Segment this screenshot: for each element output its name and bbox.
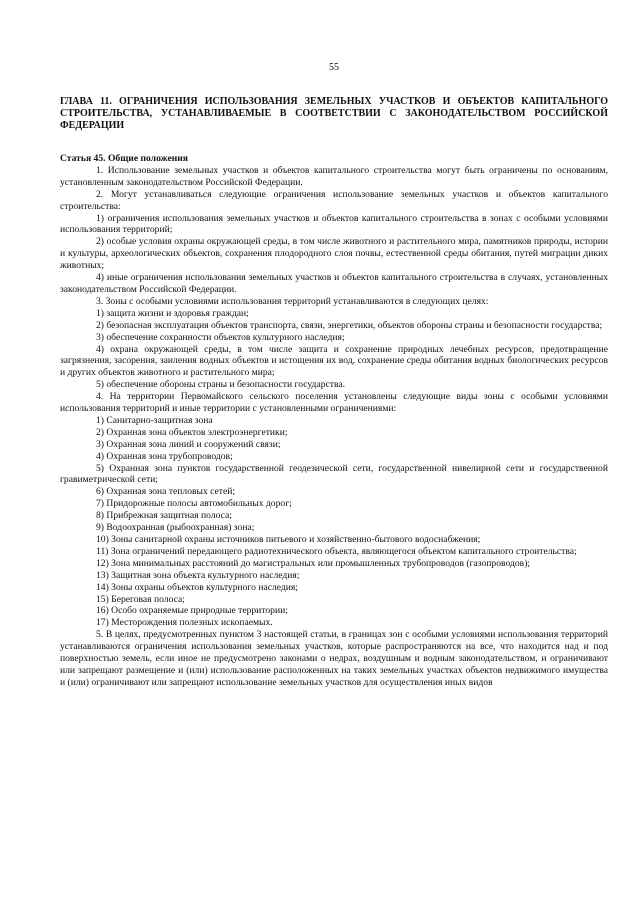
paragraph: 2) безопасная эксплуатация объектов транспорта, связи, энергетики, объектов обороны страны и безопасности государства; [96,319,603,331]
paragraph: 5. В целях, предусмотренных пунктом 3 настоящей статьи, в границах зон с особыми условиями использования территорий устанавливаются ограничения использования земельных участков, которые распространяются на все, что находится над и под поверхностью земель, если иное не предусмотрено законами о недрах, воздушным и водным законодательством, и ограничивают или запрещают размещение и (или) использование расположенных на таких земельных участках объектов недвижимого имущества и (или) ограничивают или запрещают использование земельных участков для осуществления иных видов [60,629,608,688]
paragraph: 9) Водоохранная (рыбоохранная) зона; [96,522,255,534]
paragraph: 11) Зона ограничений передающего радиотехнического объекта, являющегося объектом капитального строительства; [96,545,577,557]
paragraph: 17) Месторождения полезных ископаемых. [96,617,273,629]
page-number: 55 [329,62,339,73]
paragraph: 13) Защитная зона объекта культурного наследия; [96,569,300,581]
paragraph: 2) Охранная зона объектов электроэнергетики; [96,426,288,438]
paragraph: 2. Могут устанавливаться следующие ограничения использование земельных участков и объектов капитального строительства: [60,188,608,212]
paragraph: 3. Зоны с особыми условиями использования территорий устанавливаются в следующих целях: [96,295,489,307]
paragraph: 3) обеспечение сохранности объектов культурного наследия; [96,331,345,343]
paragraph: 4) Охранная зона трубопроводов; [96,450,233,462]
paragraph: 7) Придорожные полосы автомобильных дорог; [96,498,292,510]
paragraph: 14) Зоны охраны объектов культурного наследия; [96,581,298,593]
paragraph: 2) особые условия охраны окружающей среды, в том числе животного и растительного мира, памятников природы, истории и культуры, археологических объектов, сохранения плодородного слоя почвы, естественной среды обитания, путей миграции диких животных; [60,236,608,272]
paragraph: 4) охрана окружающей среды, в том числе защита и сохранение природных лечебных ресурсов, предотвращение загрязнения, засорения, заиления водных объектов и истощения их вод, сохранение среды обитания водных биологических ресурсов и других объектов животного и растительного мира; [60,343,608,379]
paragraph: 1) Санитарно-защитная зона [96,414,213,426]
paragraph: 1) ограничения использования земельных участков и объектов капитального строительства в зонах с особыми условиями использования территорий; [60,212,608,236]
paragraph: 15) Береговая полоса; [96,593,185,605]
article-title: Статья 45. Общие положения [60,153,188,164]
paragraph: 5) обеспечение обороны страны и безопасности государства. [96,379,346,391]
article-body [60,165,608,689]
paragraph: 1. Использование земельных участков и объектов капитального строительства могут быть ограничены по основаниям, установленным законодательством Российской Федерации. [60,164,608,188]
paragraph: 5) Охранная зона пунктов государственной геодезической сети, государственной нивелирной сети и государственной гравиметрической сети; [60,462,608,486]
paragraph: 3) Охранная зона линий и сооружений связи; [96,438,281,450]
paragraph: 4. На территории Первомайского сельского поселения установлены следующие виды зоны с особыми условиями использования территорий и иные территории с установленными ограничениями: [60,391,608,415]
paragraph: 8) Прибрежная защитная полоса; [96,510,232,522]
paragraph: 6) Охранная зона тепловых сетей; [96,486,236,498]
paragraph: 12) Зона минимальных расстояний до магистральных или промышленных трубопроводов (газопроводов); [96,557,531,569]
paragraph: 4) иные ограничения использования земельных участков и объектов капитального строительства в случаях, установленных законодательством Российской Федерации. [60,272,608,295]
paragraph: 16) Особо охраняемые природные территории; [96,605,288,617]
paragraph: 1) защита жизни и здоровья граждан; [96,307,249,319]
paragraph: 10) Зоны санитарной охраны источников питьевого и хозяйственно-бытового водоснабжения; [96,534,481,545]
chapter-title: ГЛАВА 11. ОГРАНИЧЕНИЯ ИСПОЛЬЗОВАНИЯ ЗЕМЕЛЬНЫХ УЧАСТКОВ И ОБЪЕКТОВ КАПИТАЛЬНОГО СТРОИТЕЛЬСТВА, УСТАНАВЛИВАЕМЫЕ В СООТВЕТСТВИИ С ЗАКОНОДАТЕЛЬСТВОМ РОССИЙСКОЙ ФЕДЕРАЦИИ [60,96,608,131]
